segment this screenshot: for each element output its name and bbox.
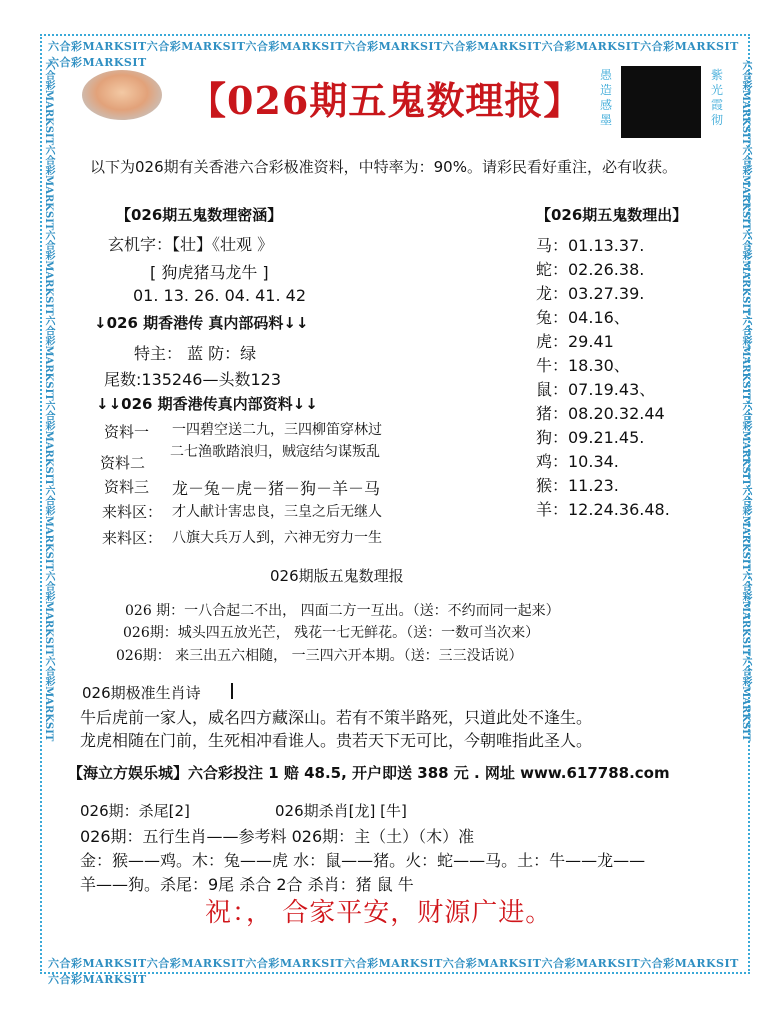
zodiac-row: 鼠：07.19.43、 [536, 380, 656, 399]
right-section-title: 【026期五鬼数理出】 [536, 206, 688, 224]
lailiao1-text: 才人献计害忠良，三皇之后无继人 [172, 504, 382, 520]
wuxing-line: 026期：五行生肖——参考料 026期：主（土）（木）准 [80, 827, 475, 846]
watermark-bottom: 六合彩MARKSIT六合彩MARKSIT六合彩MARKSIT六合彩MARKSIT六合彩MARKSIT六合彩MARKSIT六合彩MARKSIT六合彩MARKSIT [48, 957, 739, 986]
zodiac-row: 龙：03.27.39. [536, 284, 645, 303]
tezhu-line: 特主： 蓝 防：绿 [134, 344, 257, 363]
weishu-line: 尾数:135246—头数123 [104, 370, 282, 389]
shawei-line: 026期：杀尾[2] [80, 802, 190, 820]
stamp-right: 紫光霞彻 [710, 68, 723, 127]
version-line: 026期：城头四五放光芒， 残花一七无鲜花。（送：一数可当次来） [123, 625, 540, 641]
watermark-right: 六合彩MARKSIT六合彩MARKSIT六合彩MARKSIT六合彩MARKSIT六合彩MARKSIT六合彩MARKSIT六合彩MARKSIT六合彩MARKSIT [740, 60, 751, 742]
zodiac-row: 蛇：02.26.38. [536, 260, 645, 279]
page-title: 【026期五鬼数理报】 [188, 78, 583, 123]
ziliao3-text: 龙－兔－虎－猪－狗－羊－马 [172, 479, 381, 498]
zodiac-row: 猪：08.20.32.44 [536, 404, 665, 423]
zodiac-row: 牛：18.30、 [536, 356, 630, 375]
redacted-block [621, 66, 701, 138]
kill-line: 羊——狗。杀尾：9尾 杀合 2合 杀肖：猪 鼠 牛 [80, 875, 414, 894]
watermark-left: 六合彩MARKSIT六合彩MARKSIT六合彩MARKSIT六合彩MARKSIT六合彩MARKSIT六合彩MARKSIT六合彩MARKSIT六合彩MARKSIT [43, 60, 54, 742]
poem-line: 牛后虎前一家人，威名四方藏深山。若有不策半路死，只道此处不逢生。 [80, 708, 593, 727]
lailiao2-label: 来料区： [102, 529, 163, 547]
intro-text: 以下为026期有关香港六合彩极准资料，中特率为：90%。请彩民看好重注，必有收获。 [90, 158, 677, 176]
lailiao2-text: 八旗大兵万人到，六神无穷力一生 [172, 530, 382, 546]
ziliao2-text: 二七渔歌踏浪归，贼寇结匀谋叛乱 [170, 444, 380, 460]
ziliao1-text: 一四碧空送二九，三四柳笛穿林过 [172, 422, 382, 438]
code-section-title: ↓026 期香港传 真内部码料↓↓ [94, 314, 309, 332]
ad-text: 【海立方娱乐城】六合彩投注 1 赔 48.5, 开户即送 388 元 . 网址 [68, 764, 521, 782]
elements-line: 金：猴——鸡。木：兔——虎 水：鼠——猪。火：蛇——马。土：牛——龙—— [80, 851, 646, 870]
zodiac-row: 兔：04.16、 [536, 308, 630, 327]
zodiac-row: 羊：12.24.36.48. [536, 500, 670, 519]
data-section-title: ↓↓026 期香港传真内部资料↓↓ [96, 395, 318, 413]
lailiao1-label: 来料区： [102, 503, 163, 521]
blessing-text: 祝：， 合家平安，财源广进。 [205, 898, 553, 928]
version-title: 026期版五鬼数理报 [270, 567, 404, 585]
ziliao2-label: 资料二 [100, 454, 146, 472]
version-line: 026期： 来三出五六相随， 一三四六开本期。（送：三三没话说） [116, 648, 523, 664]
xuanji-line: 玄机字：【壮】《壮观 》 [108, 235, 274, 254]
ad-url[interactable]: www.617788.com [520, 764, 670, 782]
poem-line: 龙虎相随在门前，生死相冲看谁人。贵若天下无可比，今朝唯指此圣人。 [80, 731, 593, 750]
watermark-top: 六合彩MARKSIT六合彩MARKSIT六合彩MARKSIT六合彩MARKSIT六合彩MARKSIT六合彩MARKSIT六合彩MARKSIT六合彩MARKSIT [48, 40, 739, 69]
poem-title: 026期极准生肖诗 [82, 684, 201, 702]
ziliao1-label: 资料一 [104, 423, 150, 441]
version-line: 026 期：一八合起二不出， 四面二方一互出。（送：不约而同一起来） [125, 603, 560, 619]
avatar [82, 70, 162, 120]
zodiac-row: 马：01.13.37. [536, 236, 645, 255]
zodiac-row: 猴：11.23. [536, 476, 619, 495]
text-cursor [231, 683, 233, 699]
left-section-title: 【026期五鬼数理密涵】 [116, 206, 283, 224]
shaxiao-line: 026期杀肖[龙] [牛] [275, 802, 407, 820]
animals-line: [ 狗虎猪马龙牛 ] [150, 263, 269, 282]
zodiac-row: 狗：09.21.45. [536, 428, 645, 447]
zodiac-row: 鸡：10.34. [536, 452, 619, 471]
numbers-line: 01. 13. 26. 04. 41. 42 [133, 286, 307, 305]
stamp-left: 愚造感墨 [599, 68, 612, 127]
zodiac-row: 虎：29.41 [536, 332, 614, 351]
ad-banner [68, 762, 670, 783]
ziliao3-label: 资料三 [104, 478, 150, 496]
